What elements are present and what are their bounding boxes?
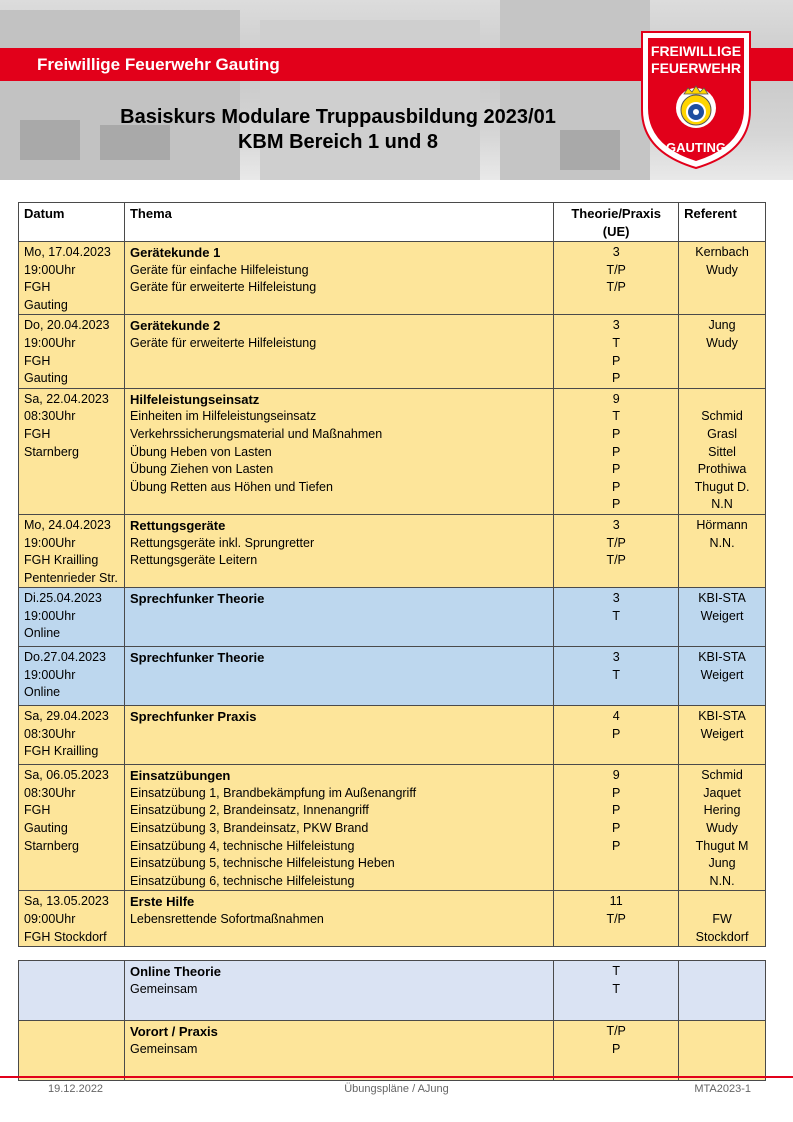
- date-line: 19:00Uhr: [24, 608, 76, 623]
- referent-name: Wudy: [706, 821, 738, 836]
- table-row: [19, 514, 766, 587]
- legend-color-cell: [19, 961, 125, 1021]
- date-cell: [19, 891, 125, 947]
- date-line: 19:00Uhr: [24, 262, 76, 277]
- date-line: Gauting: [24, 297, 68, 312]
- ue-cell: [554, 315, 679, 388]
- ue-cell: [554, 588, 679, 647]
- topic-cell: [124, 388, 553, 514]
- footer-document-id: MTA2023-1: [694, 1083, 751, 1095]
- page-title: Basiskurs Modulare Truppausbildung 2023/01: [120, 106, 556, 128]
- legend-referent-cell: [679, 961, 766, 1021]
- table-row: [19, 706, 766, 765]
- ue-value: P: [611, 726, 621, 741]
- referent-name: Weigert: [700, 608, 744, 623]
- referent-cell: [679, 514, 766, 587]
- topic-title: Gerätekunde 2: [129, 318, 221, 334]
- ue-cell: [554, 891, 679, 947]
- referent-cell: [679, 315, 766, 388]
- ue-value: 9: [612, 391, 620, 406]
- table-row: [19, 891, 766, 947]
- legend-ue-value: T/P: [606, 1024, 626, 1039]
- ue-value: P: [611, 821, 621, 836]
- ue-value: 3: [612, 245, 620, 259]
- referent-name: Weigert: [700, 667, 744, 682]
- topic-title: Hilfeleistungseinsatz: [129, 391, 260, 407]
- date-line: FGH: [24, 426, 51, 441]
- crest-text-bottom: GAUTING: [666, 140, 726, 155]
- date-cell: [19, 706, 125, 765]
- referent-name: Schmid: [701, 409, 743, 424]
- header-ue-line1: Theorie/Praxis: [571, 206, 661, 221]
- referent-name: Thugut D.: [694, 479, 750, 494]
- date-line: Sa, 29.04.2023: [24, 709, 109, 724]
- referent-name: Kernbach: [695, 245, 749, 259]
- date-cell: [19, 315, 125, 388]
- topic-item: Geräte für erweiterte Hilfeleistung: [129, 280, 317, 295]
- table-row: [19, 315, 766, 388]
- topic-item: Geräte für erweiterte Hilfeleistung: [129, 335, 317, 350]
- date-line: FGH Krailling: [24, 553, 99, 568]
- footer-author: Übungspläne / AJung: [344, 1083, 449, 1095]
- date-cell: [19, 388, 125, 514]
- ue-value: P: [611, 803, 621, 818]
- topic-item: Übung Retten aus Höhen und Tiefen: [129, 479, 333, 494]
- legend-item: Gemeinsam: [129, 1041, 198, 1056]
- legend-ue-value: P: [611, 1041, 621, 1056]
- date-line: Do, 20.04.2023: [24, 318, 110, 333]
- ue-value: T/P: [606, 912, 626, 927]
- header-referent: Referent: [679, 203, 766, 242]
- ue-value: P: [611, 785, 621, 800]
- page-subtitle: KBM Bereich 1 und 8: [237, 131, 439, 153]
- ue-value: T: [612, 667, 620, 682]
- referent-cell: [679, 706, 766, 765]
- ue-value: P: [611, 353, 621, 368]
- topic-item: Einsatzübung 5, technische Hilfeleistung Heben: [129, 856, 395, 871]
- topic-item: Rettungsgeräte inkl. Sprungretter: [129, 535, 315, 550]
- table-row: [19, 242, 766, 315]
- referent-cell: [679, 388, 766, 514]
- referent-name: KBI-STA: [698, 591, 746, 606]
- schedule-table: [18, 202, 766, 1081]
- date-cell: [19, 647, 125, 706]
- header-ue-line2: (UE): [602, 223, 630, 239]
- ue-value: P: [611, 838, 621, 853]
- referent-name: Stockdorf: [695, 929, 749, 944]
- topic-title: Rettungsgeräte: [129, 517, 226, 533]
- topic-item: Einsatzübung 6, technische Hilfeleistung: [129, 873, 355, 888]
- date-line: Online: [24, 685, 61, 700]
- ue-value: P: [611, 426, 621, 441]
- header-topic: Thema: [124, 203, 553, 242]
- ue-value: 3: [612, 650, 620, 665]
- referent-name: N.N.: [709, 873, 735, 888]
- referent-name: N.N.: [709, 535, 735, 550]
- date-line: Pentenrieder Str.: [24, 570, 118, 585]
- topic-item: Einsatzübung 2, Brandeinsatz, Innenangriff: [129, 803, 369, 818]
- topic-cell: [124, 891, 553, 947]
- legend-title: Online Theorie: [129, 964, 221, 980]
- date-line: Starnberg: [24, 444, 79, 459]
- topic-cell: [124, 588, 553, 647]
- referent-name: Thugut M: [695, 838, 749, 853]
- topic-cell: [124, 765, 553, 891]
- date-line: FGH: [24, 280, 51, 295]
- date-line: 08:30Uhr: [24, 785, 76, 800]
- referent-name: Hörmann: [696, 517, 748, 532]
- topic-title: Einsatzübungen: [129, 768, 231, 784]
- legend-color-cell: [19, 1021, 125, 1081]
- date-line: Gauting: [24, 371, 68, 386]
- ue-value: T: [612, 608, 620, 623]
- date-cell: [19, 514, 125, 587]
- date-line: FGH: [24, 803, 51, 818]
- date-line: 19:00Uhr: [24, 535, 76, 550]
- date-line: 08:30Uhr: [24, 726, 76, 741]
- date-line: Mo, 17.04.2023: [24, 245, 111, 259]
- ue-value: T: [612, 335, 620, 350]
- date-line: Sa, 13.05.2023: [24, 894, 109, 909]
- legend-ue-value: T: [612, 964, 620, 979]
- referent-name: Jaquet: [703, 785, 741, 800]
- date-line: Do.27.04.2023: [24, 650, 107, 665]
- ue-cell: [554, 388, 679, 514]
- ue-cell: [554, 647, 679, 706]
- referent-name: [684, 391, 760, 409]
- referent-name: KBI-STA: [698, 650, 746, 665]
- date-cell: [19, 588, 125, 647]
- referent-cell: [679, 647, 766, 706]
- referent-cell: [679, 588, 766, 647]
- ue-value: P: [611, 371, 621, 386]
- date-line: Sa, 06.05.2023: [24, 768, 109, 783]
- topic-title: Gerätekunde 1: [129, 245, 221, 260]
- ue-value: 3: [612, 517, 620, 532]
- referent-name: Hering: [703, 803, 741, 818]
- ue-value: T/P: [606, 262, 626, 277]
- topic-cell: [124, 706, 553, 765]
- date-line: FGH Krailling: [24, 744, 99, 759]
- referent-name: Sittel: [708, 444, 736, 459]
- topic-item: Einsatzübung 4, technische Hilfeleistung: [129, 838, 355, 853]
- table-header-row: [19, 203, 766, 242]
- referent-name: Grasl: [707, 426, 737, 441]
- organization-name: Freiwillige Feuerwehr Gauting: [37, 55, 280, 74]
- ue-value: T/P: [606, 553, 626, 568]
- ue-value: 9: [612, 768, 620, 783]
- crest-text-top: FREIWILLIGE: [650, 43, 742, 59]
- legend-ue-cell: [554, 1021, 679, 1081]
- topic-item: Übung Heben von Lasten: [129, 444, 272, 459]
- legend-row: [19, 1021, 766, 1081]
- referent-cell: [679, 765, 766, 891]
- legend-item: Gemeinsam: [129, 981, 198, 996]
- ue-value: T/P: [606, 535, 626, 550]
- referent-name: KBI-STA: [698, 709, 746, 724]
- legend-row: [19, 961, 766, 1021]
- date-line: Sa, 22.04.2023: [24, 391, 109, 406]
- ue-value: T: [612, 409, 620, 424]
- referent-name: [684, 893, 760, 911]
- ue-value: 3: [612, 591, 620, 606]
- topic-item: Rettungsgeräte Leitern: [129, 553, 258, 568]
- referent-cell: [679, 242, 766, 315]
- table-row: [19, 647, 766, 706]
- date-line: Online: [24, 626, 61, 641]
- ue-value: 11: [609, 894, 623, 909]
- topic-item: Einsatzübung 1, Brandbekämpfung im Außenangriff: [129, 785, 417, 800]
- date-line: Starnberg: [24, 838, 79, 853]
- table-row: [19, 588, 766, 647]
- topic-cell: [124, 315, 553, 388]
- ue-value: T/P: [606, 280, 626, 295]
- referent-name: Wudy: [706, 335, 738, 350]
- referent-name: Prothiwa: [697, 462, 747, 477]
- ue-cell: [554, 514, 679, 587]
- date-line: 09:00Uhr: [24, 912, 76, 927]
- referent-name: FW: [712, 912, 732, 927]
- topic-item: Einsatzübung 3, Brandeinsatz, PKW Brand: [129, 821, 369, 836]
- referent-name: Jung: [708, 856, 736, 871]
- topic-item: Übung Ziehen von Lasten: [129, 462, 274, 477]
- referent-name: Jung: [708, 318, 736, 333]
- date-cell: [19, 765, 125, 891]
- topic-cell: [124, 242, 553, 315]
- topic-cell: [124, 514, 553, 587]
- date-line: 19:00Uhr: [24, 335, 76, 350]
- ue-value: P: [611, 444, 621, 459]
- legend-separator: [19, 947, 766, 961]
- footer-divider: [0, 1076, 793, 1078]
- ue-cell: [554, 706, 679, 765]
- fire-department-crest-icon: [638, 28, 754, 170]
- date-line: Mo, 24.04.2023: [24, 517, 111, 532]
- ue-value: P: [611, 462, 621, 477]
- ue-value: 3: [612, 318, 620, 333]
- table-row: [19, 388, 766, 514]
- date-line: FGH: [24, 353, 51, 368]
- legend-ue-cell: [554, 961, 679, 1021]
- referent-name: Schmid: [701, 768, 743, 783]
- ue-cell: [554, 765, 679, 891]
- legend-topic-cell: [124, 961, 553, 1021]
- header-ue: [554, 203, 679, 242]
- referent-cell: [679, 891, 766, 947]
- footer-date: 19.12.2022: [48, 1083, 104, 1095]
- topic-item: Lebensrettende Sofortmaßnahmen: [129, 912, 324, 927]
- legend-title: Vorort / Praxis: [129, 1024, 218, 1040]
- ue-value: P: [611, 479, 621, 494]
- header-date: Datum: [19, 203, 125, 242]
- topic-item: Einheiten im Hilfeleistungseinsatz: [129, 409, 317, 424]
- referent-name: N.N: [711, 497, 733, 512]
- referent-name: Wudy: [706, 262, 738, 277]
- topic-cell: [124, 647, 553, 706]
- topic-item: Geräte für einfache Hilfeleistung: [129, 262, 309, 277]
- referent-name: Weigert: [700, 726, 744, 741]
- ue-value: 4: [612, 709, 620, 724]
- date-cell: [19, 242, 125, 315]
- topic-item: Verkehrssicherungsmaterial und Maßnahmen: [129, 426, 383, 441]
- date-line: Di.25.04.2023: [24, 591, 102, 606]
- crest-text-mid: FEUERWEHR: [651, 60, 741, 76]
- date-line: FGH Stockdorf: [24, 929, 107, 944]
- ue-value: P: [611, 497, 621, 512]
- topic-title: Sprechfunker Theorie: [129, 591, 265, 607]
- topic-title: Sprechfunker Praxis: [129, 709, 257, 725]
- legend-ue-value: T: [612, 981, 620, 996]
- legend-topic-cell: [124, 1021, 553, 1081]
- legend-referent-cell: [679, 1021, 766, 1081]
- date-line: 08:30Uhr: [24, 409, 76, 424]
- topic-title: Erste Hilfe: [129, 894, 195, 910]
- ue-cell: [554, 242, 679, 315]
- table-row: [19, 765, 766, 891]
- date-line: Gauting: [24, 821, 68, 836]
- topic-title: Sprechfunker Theorie: [129, 650, 265, 666]
- date-line: 19:00Uhr: [24, 667, 76, 682]
